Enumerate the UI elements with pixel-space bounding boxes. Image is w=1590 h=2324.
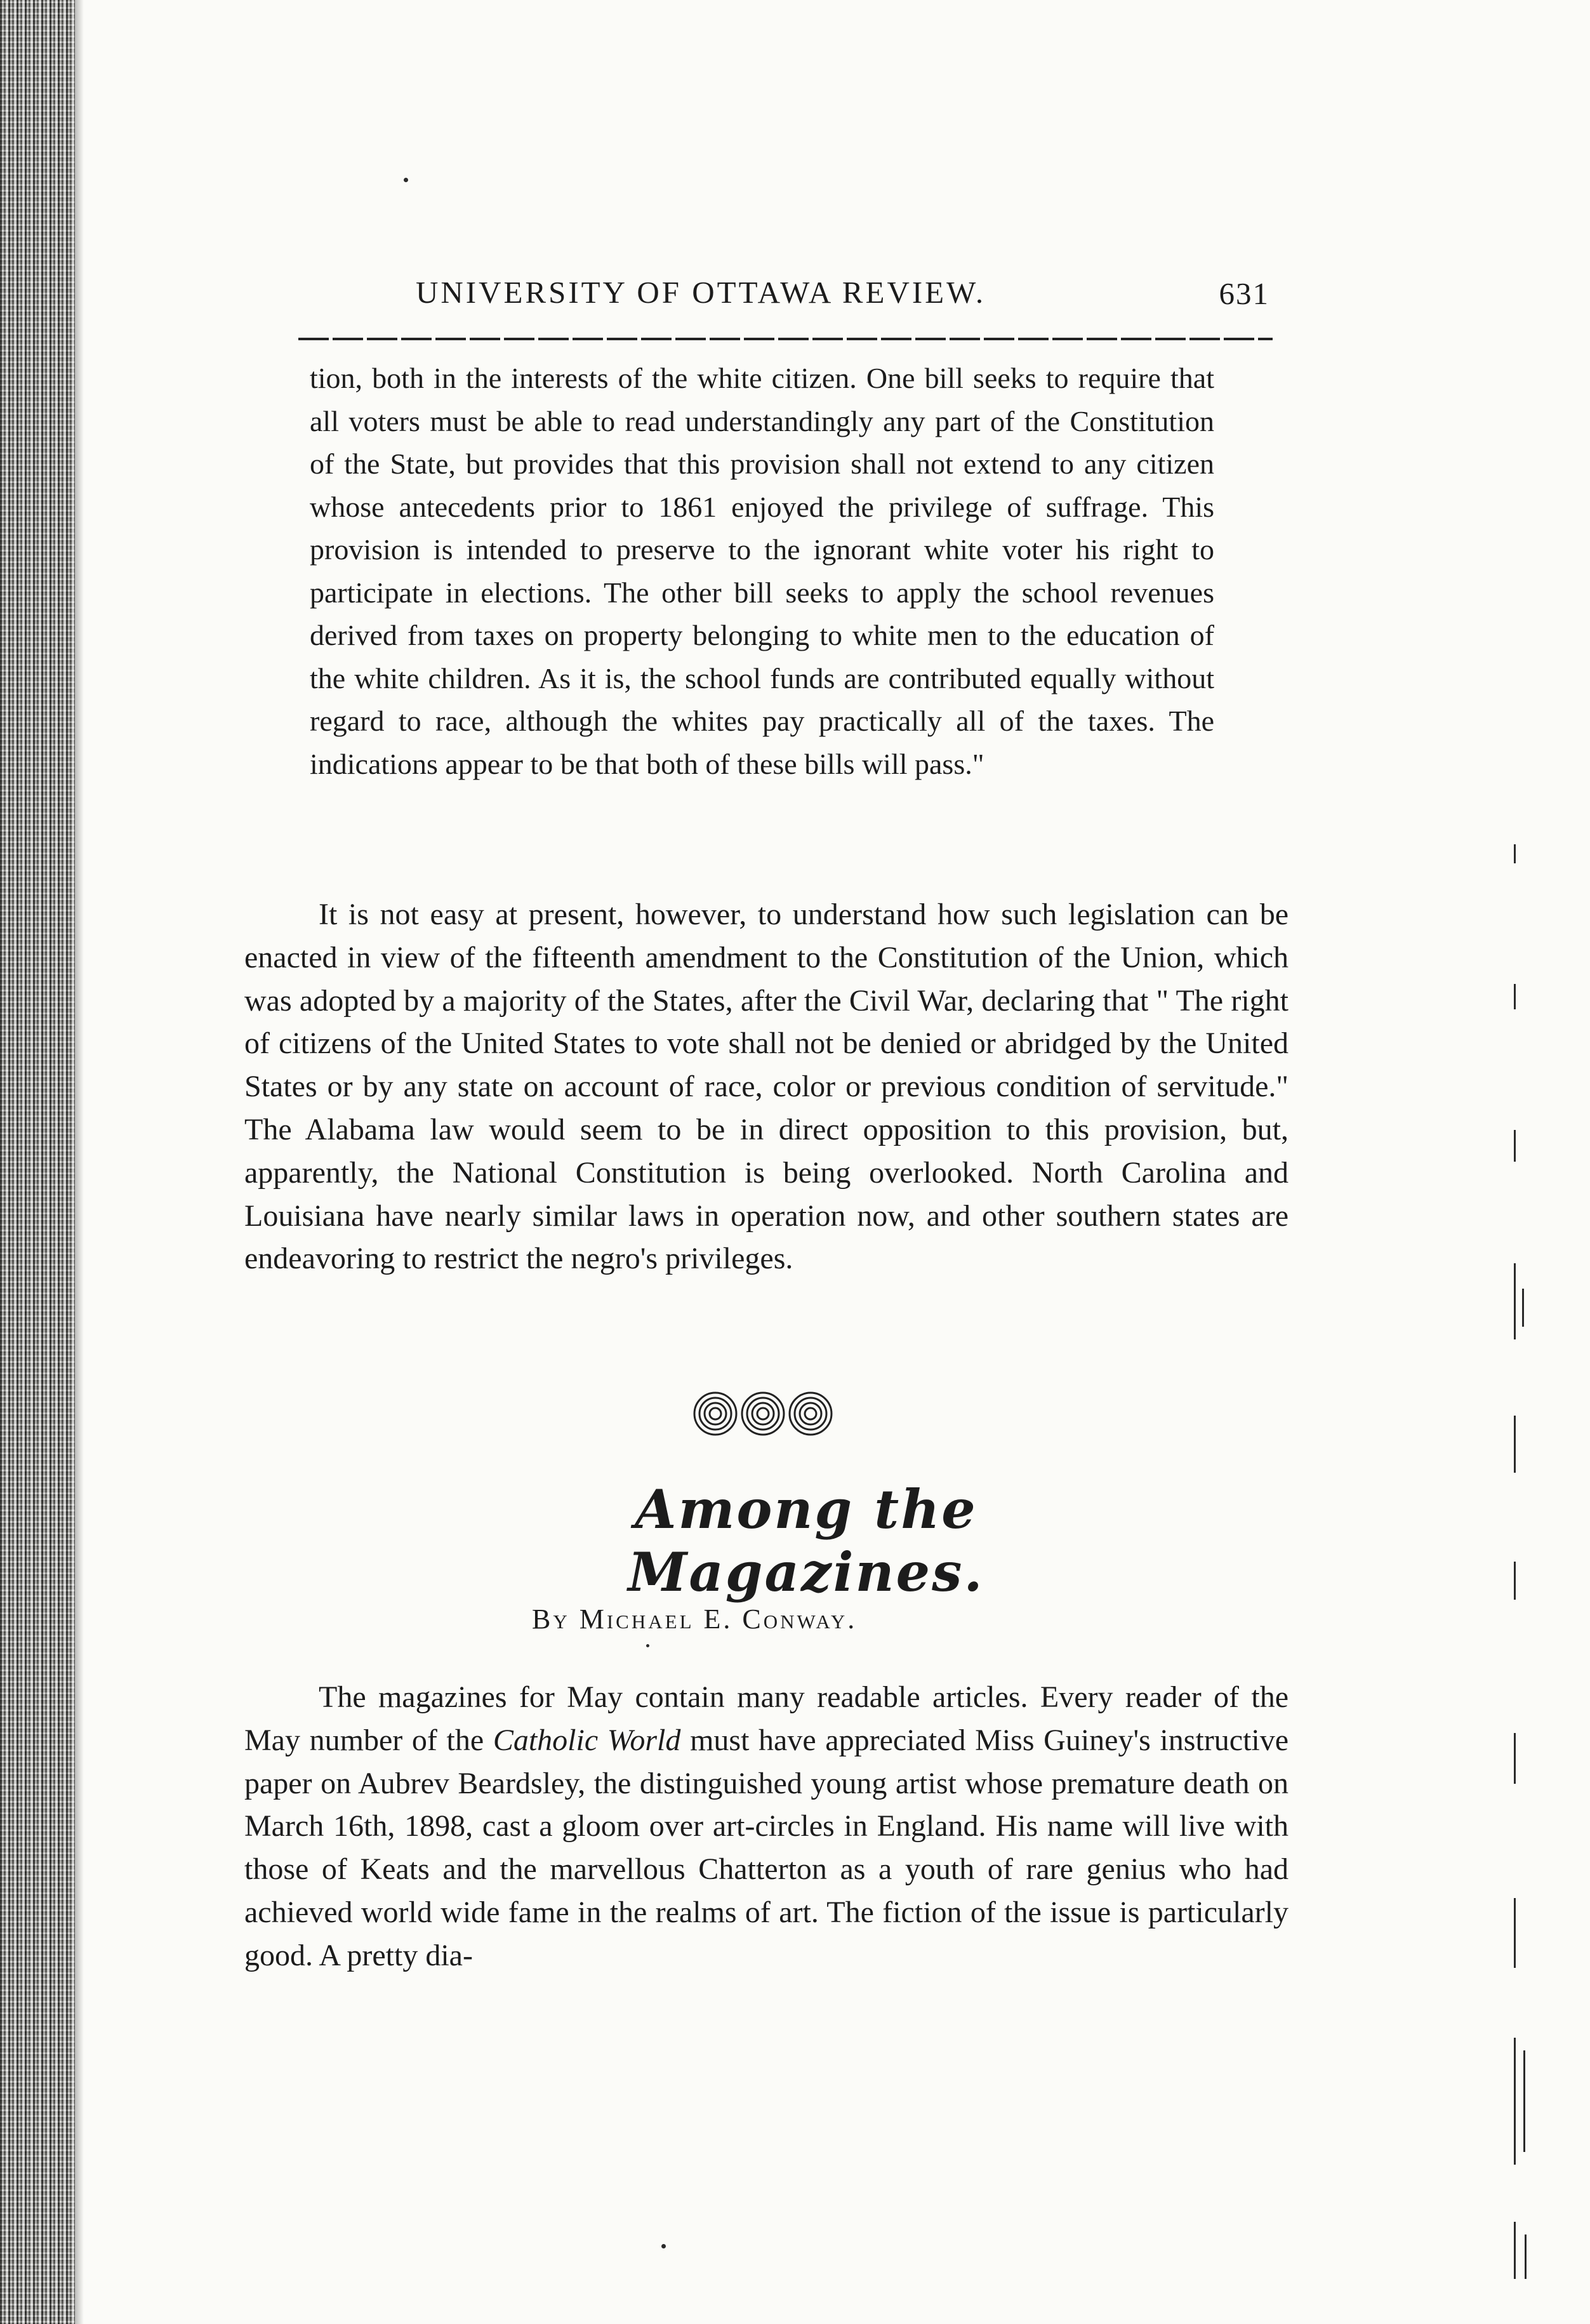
book-binding-edge [0,0,75,2324]
body-paragraph-1: It is not easy at present, however, to understand how such legislation can be enacted in view of the fifteenth amendment to the Constitution of the Union, which was adopted by a majority of the States, after the Civil War, declaring that " The right of citizens of the United States to vote shall not be denied or abridged by the United States or by any state on account of race, color or previous condition of servitude." The Alabama law would seem to be in direct opposition to this provision, but, apparently, the National Constitution is being overlooked. North Carolina and Louisiana have nearly similar laws in operation now, and other southern states are endeavoring to restrict the negro's privileges. [244,898,1289,1276]
scan-mark [1514,1416,1516,1473]
scan-mark [1514,2038,1516,2165]
header-title: UNIVERSITY OF OTTAWA REVIEW. [416,275,986,310]
scan-mark [1514,2222,1516,2279]
scan-mark [1523,2050,1525,2152]
quoted-text-block: tion, both in the interests of the white citizen. One bill seeks to require that all voters must be able to read understandingly any part of the Constitution of the State, but provides that this provision shall not extend to any citizen whose antecedents prior to 1861 enjoyed the privilege of suffrage. This provision is intended to preserve to the ignorant white voter his right to participate in elections. The other bill seeks to apply the school revenues derived from taxes on property belonging to white men to the education of the white children. As it is, the school funds are contributed equally without regard to race, although the whites pay practically all of the taxes. The indications appear to be that both of these bills will pass." [310,362,1214,780]
body-paragraph-2 [244,1676,1289,1977]
article-byline: By Michael E. Conway. [532,1604,858,1635]
scan-mark [1514,1733,1516,1784]
scan-mark [1522,1289,1524,1327]
paragraph-2-part-1: The magazines for May contain many readable articles. Every reader of the May number of the [244,1680,1289,1757]
scan-mark [1525,2234,1527,2279]
binding-shadow [75,0,84,2324]
header-rule [298,338,1273,340]
scan-mark [1514,844,1516,863]
running-header [416,274,1269,319]
scan-mark [1514,1898,1516,1968]
scan-mark [1514,1562,1516,1600]
scan-speck [646,1644,649,1647]
scan-speck [661,2244,666,2248]
scan-mark [1514,1263,1516,1339]
article-title: Among the Magazines. [628,1478,984,1604]
scan-mark [1514,984,1516,1009]
magazine-name: Catholic World [493,1723,681,1757]
margin-scan-marks [1511,844,1536,2304]
ornament-divider [692,1390,835,1438]
scan-mark [1514,1130,1516,1162]
scan-speck [404,178,408,182]
paragraph-2-part-2: must have appreciated Miss Guiney's instructive paper on Aubrev Beardsley, the distinguished young artist whose premature death on March 16th, 1898, cast a gloom over art-circles in England. His name will live with those of Keats and the marvellous Chatterton as a youth of rare genius who had achieved world wide fame in the realms of art. The fiction of the issue is particularly good. A pretty dia- [244,1723,1289,1972]
page-number: 631 [1219,276,1269,311]
